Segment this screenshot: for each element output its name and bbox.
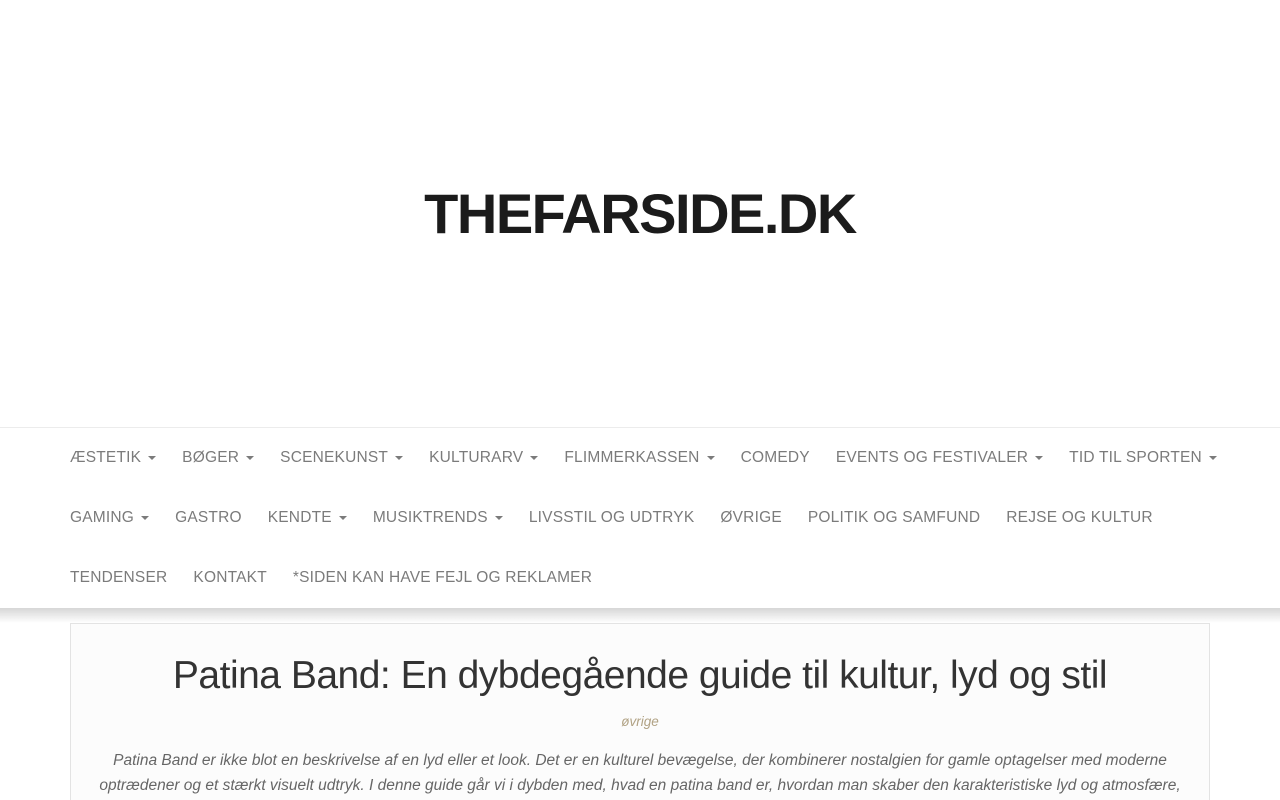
chevron-down-icon	[395, 456, 403, 460]
nav-item-rejse-og-kultur[interactable]: REJSE OG KULTUR	[1006, 509, 1153, 526]
nav-item-livsstil-og-udtryk[interactable]: LIVSSTIL OG UDTRYK	[528, 509, 695, 526]
chevron-down-icon	[246, 456, 254, 460]
nav-item-siden-kan-have-fejl-og-reklamer[interactable]: *SIDEN KAN HAVE FEJL OG REKLAMER	[292, 569, 593, 586]
chevron-down-icon	[1035, 456, 1043, 460]
chevron-down-icon	[530, 456, 538, 460]
nav-container	[70, 428, 1210, 608]
nav-item-scenekunst[interactable]: SCENEKUNST	[280, 449, 403, 467]
nav-item-kendte[interactable]: KENDTE	[268, 509, 347, 527]
nav-row-2	[70, 488, 1210, 548]
article-category-row	[91, 713, 1189, 731]
navbar-drop-shadow	[0, 609, 1280, 623]
chevron-down-icon	[339, 516, 347, 520]
article-card	[70, 623, 1210, 800]
main-navigation	[0, 427, 1280, 609]
nav-item-æstetik[interactable]: ÆSTETIK	[70, 449, 156, 467]
nav-item-kulturarv[interactable]: KULTURARV	[429, 449, 538, 467]
nav-row-1	[70, 428, 1210, 488]
chevron-down-icon	[707, 456, 715, 460]
nav-item-musiktrends[interactable]: MUSIKTRENDS	[373, 509, 503, 527]
nav-item-flimmerkassen[interactable]: FLIMMERKASSEN	[564, 449, 714, 467]
nav-item-kontakt[interactable]: KONTAKT	[193, 569, 267, 586]
nav-item-øvrige[interactable]: ØVRIGE	[720, 509, 782, 526]
nav-item-politik-og-samfund[interactable]: POLITIK OG SAMFUND	[807, 509, 981, 526]
nav-item-gaming[interactable]: GAMING	[70, 509, 149, 527]
chevron-down-icon	[495, 516, 503, 520]
nav-item-comedy[interactable]: COMEDY	[740, 449, 810, 466]
nav-item-tendenser[interactable]: TENDENSER	[70, 569, 168, 586]
nav-item-tid-til-sporten[interactable]: TID TIL SPORTEN	[1069, 449, 1217, 467]
nav-row-3	[70, 548, 1210, 608]
chevron-down-icon	[148, 456, 156, 460]
category-link-ovrige[interactable]: øvrige	[621, 713, 659, 729]
article-intro-text: Patina Band er ikke blot en beskrivelse af en lyd eller et look. Det er en kulturel bevægelse, der kombinerer nostalgien for gamle optagelser med moderne optrædener og et stærkt visuelt udtryk. I denne guide går vi i dybden med, hvad en patina band er, hvordan man skaber den karakteristiske lyd og atmosfære,	[99, 751, 1181, 794]
site-title-link[interactable]: THEFARSIDE.DK	[424, 182, 856, 245]
nav-item-bøger[interactable]: BØGER	[182, 449, 254, 467]
article-title: Patina Band: En dybdegående guide til kultur, lyd og stil	[172, 654, 1108, 697]
nav-item-gastro[interactable]: GASTRO	[175, 509, 242, 526]
chevron-down-icon	[141, 516, 149, 520]
chevron-down-icon	[1209, 456, 1217, 460]
nav-item-events-og-festivaler[interactable]: EVENTS OG FESTIVALER	[836, 449, 1043, 467]
main-content	[0, 623, 1280, 800]
